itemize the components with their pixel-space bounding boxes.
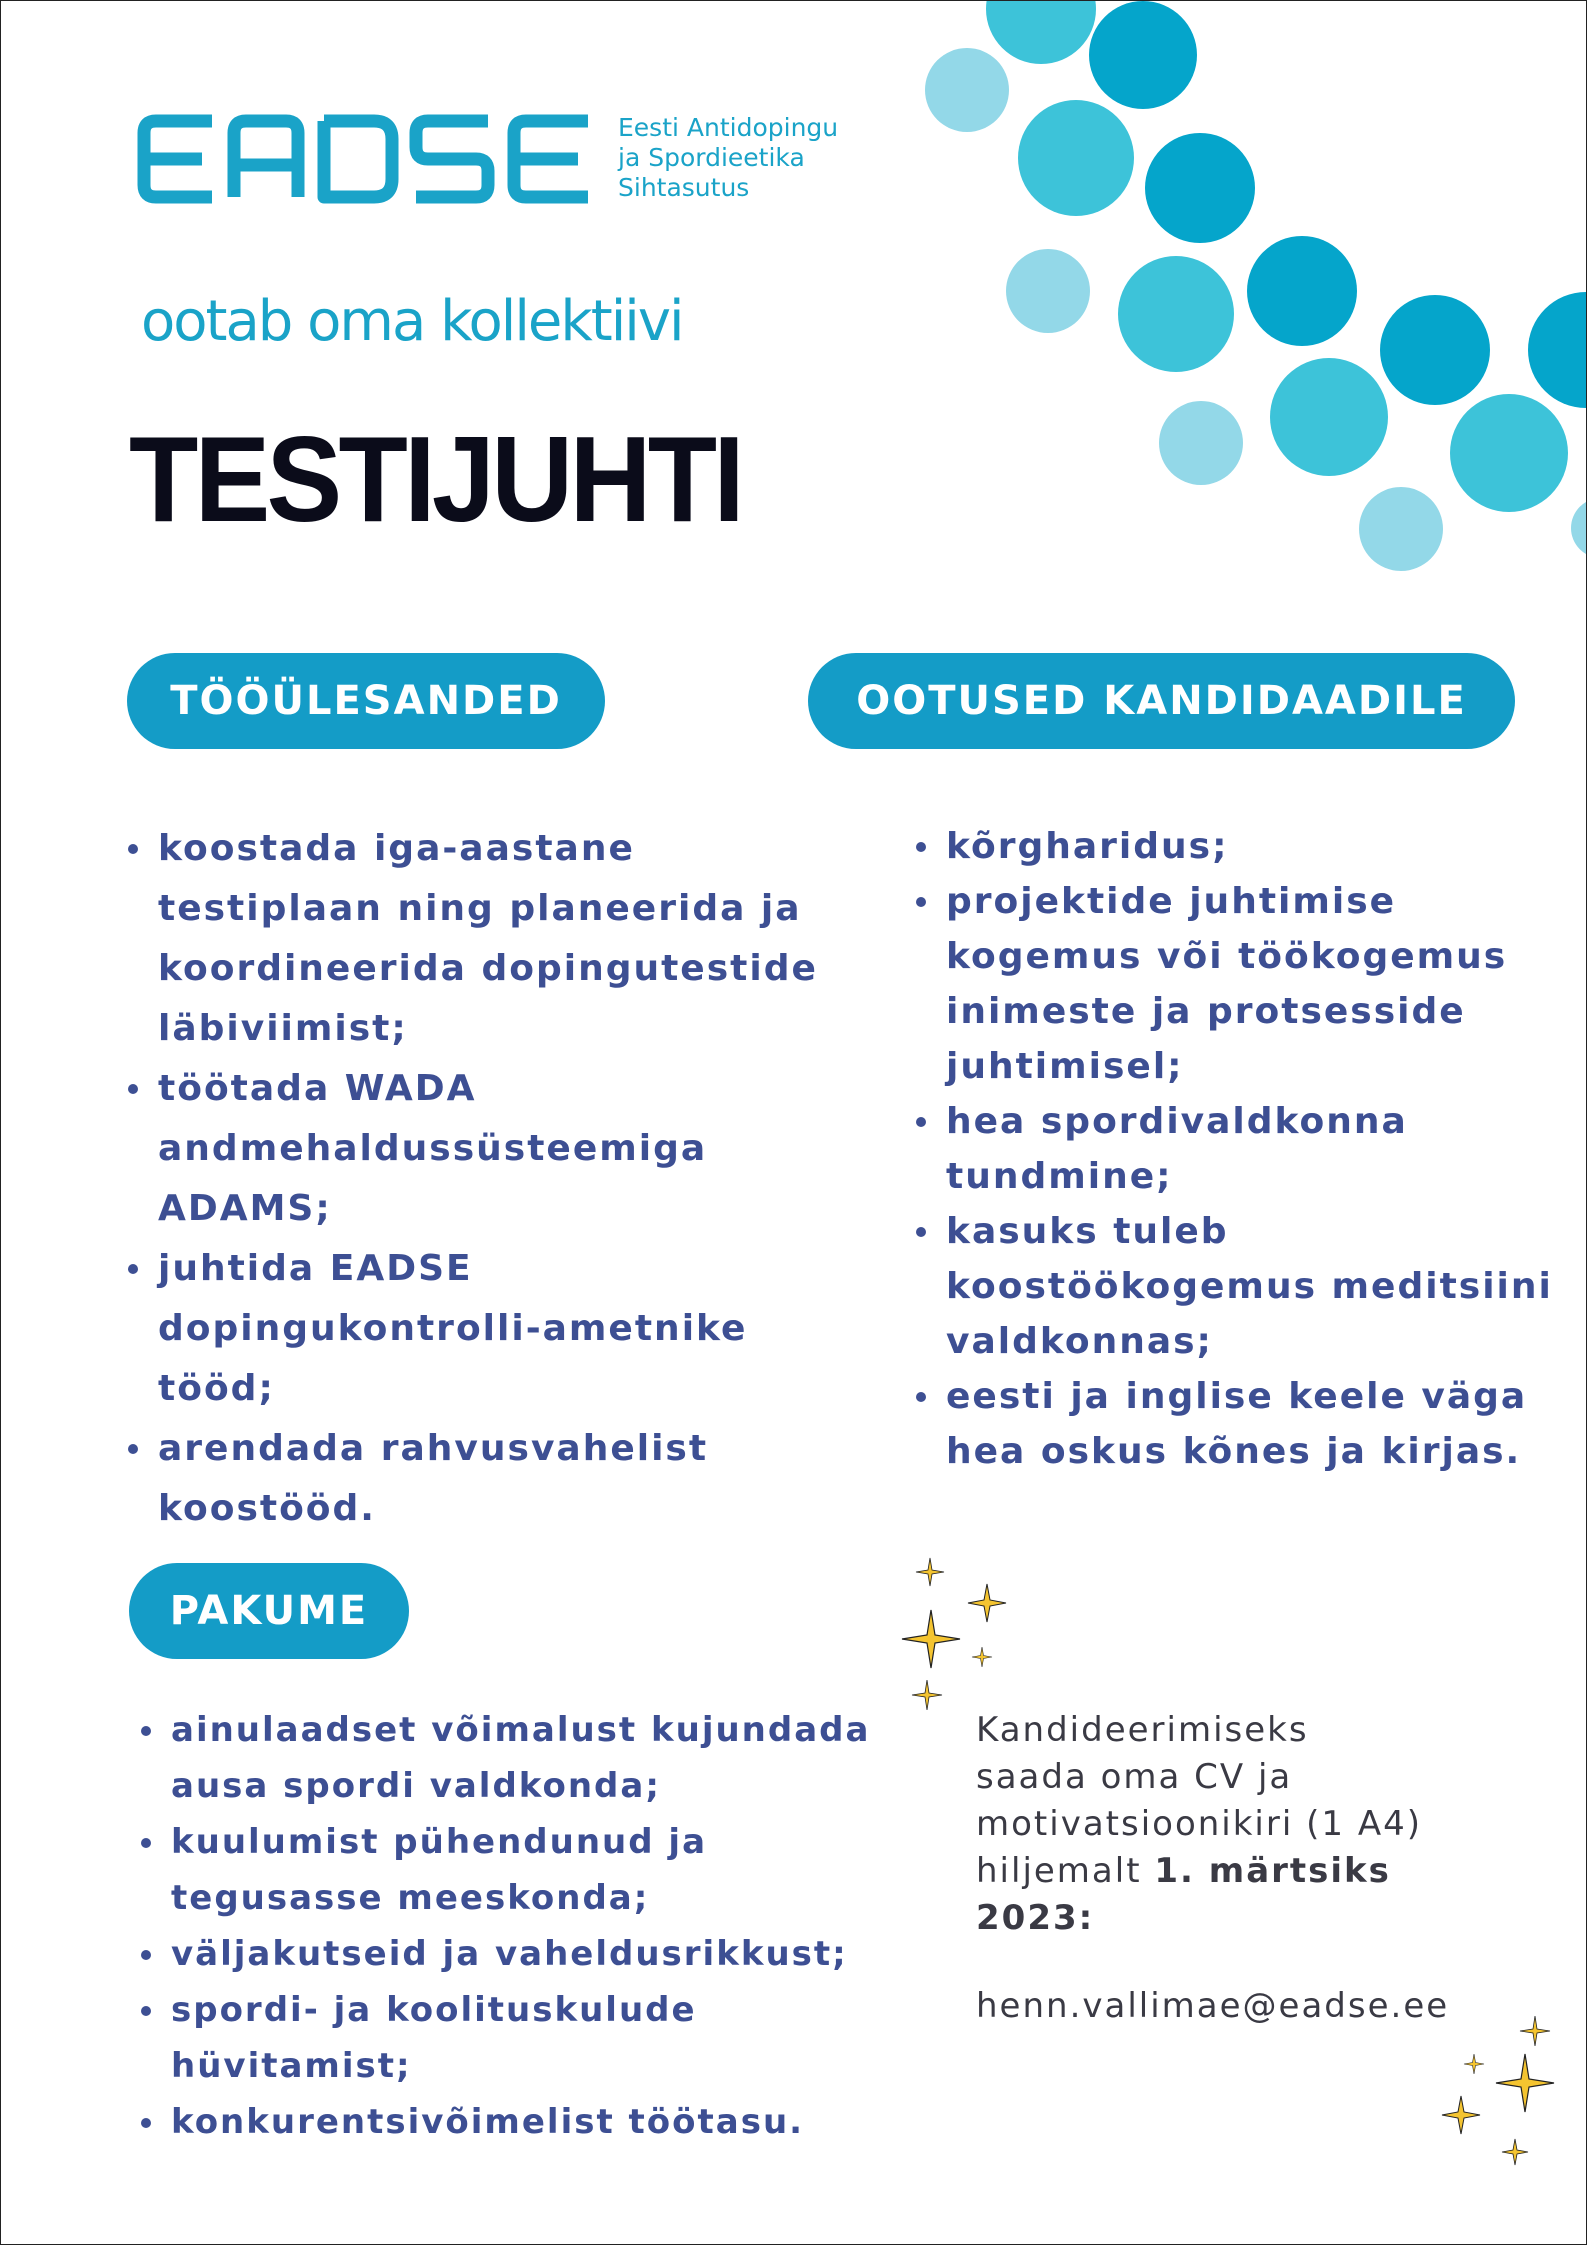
contact-email[interactable]: henn.vallimae@eadse.ee — [976, 1986, 1450, 2026]
application-instructions — [976, 1707, 1576, 1942]
list-item: väljakutseid ja vaheldusrikkust; — [171, 1926, 911, 1982]
sparkle-star-icon — [915, 1557, 945, 1587]
offer-list — [171, 1702, 911, 2150]
logo-line-3: Sihtasutus — [618, 173, 750, 202]
sparkle-star-icon — [911, 1679, 943, 1711]
list-item: eesti ja inglise keele väga hea oskus kõnes ja kirjas. — [946, 1369, 1586, 1479]
sparkle-star-icon — [901, 1609, 961, 1669]
logo-line-2: ja Spordieetika — [618, 143, 805, 172]
page-title: TESTIJUHTI — [129, 411, 742, 547]
sparkle-star-icon — [1463, 2053, 1485, 2075]
apply-line-3: motivatsioonikiri (1 A4) — [976, 1804, 1422, 1844]
offer-heading: PAKUME — [129, 1563, 409, 1659]
apply-deadline-prefix: hiljemalt — [976, 1851, 1155, 1891]
expectations-heading: OOTUSED KANDIDAADILE — [808, 653, 1515, 749]
sparkle-star-icon — [971, 1646, 993, 1668]
logo-line-1: Eesti Antidopingu — [618, 113, 839, 142]
list-item: juhtida EADSE dopingukontrolli-ametnike tööd; — [158, 1239, 858, 1419]
list-item: kasuks tuleb koostöökogemus meditsiini valdkonnas; — [946, 1204, 1586, 1369]
list-item: projektide juhtimise kogemus või töökogemus inimeste ja protsesside juhtimisel; — [946, 874, 1586, 1094]
apply-year: 2023: — [976, 1898, 1095, 1938]
list-item: konkurentsivõimelist töötasu. — [171, 2094, 911, 2150]
list-item: kuulumist pühendunud ja tegusasse meeskonda; — [171, 1814, 911, 1926]
duties-heading: TÖÖÜLESANDED — [127, 653, 605, 749]
tagline: ootab oma kollektiivi — [141, 289, 683, 354]
list-item: spordi- ja koolituskulude hüvitamist; — [171, 1982, 911, 2094]
sparkle-star-icon — [1495, 2053, 1555, 2113]
expectations-list — [946, 819, 1586, 1479]
list-item: kõrgharidus; — [946, 819, 1586, 874]
apply-line-4 — [976, 1848, 1576, 1895]
eadse-wordmark — [136, 113, 596, 205]
sparkle-star-icon — [1501, 2138, 1529, 2166]
list-item: koostada iga-aastane testiplaan ning planeerida ja koordineerida dopingutestide läbiviimist; — [158, 819, 858, 1059]
apply-line-1: Kandideerimiseks — [976, 1710, 1309, 1750]
apply-year-line — [976, 1895, 1576, 1942]
sparkle-star-icon — [967, 1583, 1007, 1623]
list-item: hea spordivaldkonna tundmine; — [946, 1094, 1446, 1204]
logo-org-name — [618, 113, 918, 203]
sparkle-star-icon — [1441, 2095, 1481, 2135]
list-item: ainulaadset võimalust kujundada ausa spordi valdkonda; — [171, 1702, 911, 1814]
apply-line-2: saada oma CV ja — [976, 1757, 1293, 1797]
list-item: töötada WADA andmehaldussüsteemiga ADAMS; — [158, 1059, 708, 1239]
sparkle-star-icon — [1519, 2015, 1551, 2047]
duties-list — [158, 819, 858, 1539]
list-item: arendada rahvusvahelist koostööd. — [158, 1419, 858, 1539]
apply-deadline: 1. märtsiks — [1154, 1851, 1391, 1891]
